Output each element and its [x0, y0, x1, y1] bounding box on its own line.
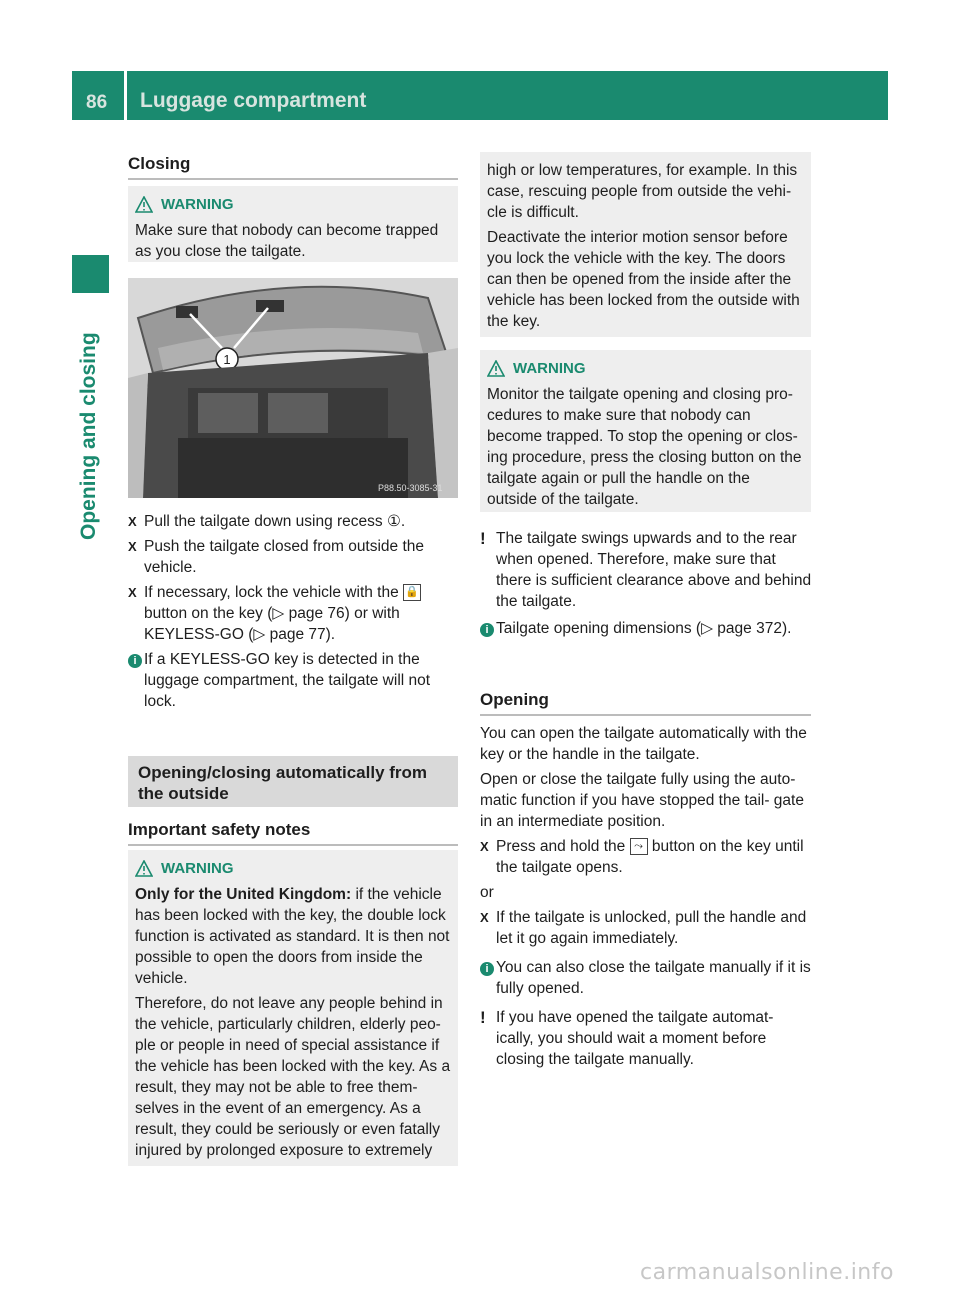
note-text: If you have opened the tailgate automat- ically, you should wait a moment before closing the tailgate manually. [496, 1009, 774, 1068]
step-marker-icon: X [128, 539, 137, 554]
warning-triangle-icon [487, 360, 505, 377]
info-icon: i [480, 623, 494, 637]
note-text: The tailgate swings upwards and to the rear when opened. Therefore, make sure that there is sufficient clearance above and behind the tailgate. [496, 530, 812, 610]
warning-text: Make sure that nobody can become trapped as you close the tailgate. [135, 222, 439, 260]
step-text: Pull the tailgate down using recess ①. [144, 513, 406, 530]
closing-steps [128, 511, 460, 716]
safety-notes-heading: Important safety notes [128, 819, 458, 846]
step-text [144, 582, 460, 645]
warning-text-1 [135, 884, 451, 989]
note-clearance [480, 528, 814, 612]
step-text: If the tailgate is unlocked, pull the handle and let it go again immediately. [496, 909, 807, 947]
tailgate-photo [128, 278, 458, 498]
exclamation-icon: ! [480, 529, 486, 548]
right-notes-top [480, 528, 814, 643]
cont-text-1: high or low temperatures, for example. In this case, rescuing people from outside the vehi- cle is difficult. [487, 162, 798, 221]
opening-content [480, 723, 814, 1074]
step-text-b: button on the key (▷ page 76) or with KEYLESS-GO (▷ page 77). [144, 605, 400, 643]
warning-triangle-icon [135, 196, 153, 213]
opening-heading: Opening [480, 689, 811, 716]
running-title: Luggage compartment [140, 89, 367, 112]
warning-title [135, 194, 451, 215]
step-push-closed [128, 536, 460, 578]
info-icon: i [128, 654, 142, 668]
step-text [496, 836, 814, 878]
step-marker-icon: X [480, 910, 489, 925]
exclamation-icon: ! [480, 1008, 486, 1027]
warning-box-trapped [128, 186, 458, 262]
warning-label: WARNING [161, 860, 234, 877]
step-text-a: If necessary, lock the vehicle with the [144, 584, 399, 601]
info-text: You can also close the tailgate manually if it is fully opened. [496, 959, 811, 997]
warning-box-continued [480, 152, 811, 337]
step-marker-icon: X [128, 585, 137, 600]
warning-label: WARNING [513, 360, 586, 377]
chapter-tab: Opening and closing [77, 332, 100, 540]
photo-callout: 1 [223, 352, 231, 367]
warning-title [135, 858, 451, 879]
warning-text-2: Therefore, do not leave any people behind in the vehicle, particularly children, elderly peo- ple or people in need of special assistance if the vehicle has been locked with the key. As a result, they may not be able to free them- selves in the event of an emergency. As a result, they could be seriously or even fatally injured by prolonged exposure to extremely [135, 995, 451, 1159]
step-marker-icon: X [480, 839, 489, 854]
warning-text: Monitor the tailgate opening and closing pro- cedures to make sure that nobody can become trapped. To stop the opening or clos- ing procedure, press the closing button on the tailgate again or pull the handle on the outside of the tailgate. [487, 386, 802, 508]
step-lock-vehicle [128, 582, 460, 645]
step-text: Push the tailgate closed from outside the vehicle. [144, 538, 425, 576]
page-number: 86 [86, 92, 108, 113]
info-close-manually [480, 957, 814, 999]
step-pull-handle [480, 907, 814, 949]
warning-box-double-lock [128, 850, 458, 1166]
warning-text-1-body: if the vehicle has been locked with the key, the double lock function is activated as standard. It is then not possible to open the doors from inside the vehicle. [135, 886, 450, 987]
info-text: If a KEYLESS-GO key is detected in the luggage compartment, the tailgate will not lock. [144, 651, 431, 710]
section-title-automatic: Opening/closing automatically from the outside [128, 756, 458, 807]
warning-label: WARNING [161, 196, 234, 213]
opening-text-2: Open or close the tailgate fully using the auto- matic function if you have stopped the tail- gate in an intermediate position. [480, 771, 804, 830]
closing-heading: Closing [128, 153, 458, 180]
warning-triangle-icon [135, 860, 153, 877]
step-press-hold [480, 836, 814, 878]
warning-box-monitor [480, 350, 811, 512]
step-marker-icon: X [128, 514, 137, 529]
info-keyless-go [128, 649, 460, 712]
photo-code: P88.50-3085-31 [378, 483, 443, 493]
info-text: Tailgate opening dimensions (▷ page 372). [496, 620, 792, 637]
tailgate-key-icon: ⤳ [630, 838, 648, 855]
header-divider [124, 71, 127, 120]
step-pull-down [128, 511, 460, 532]
side-block [72, 255, 109, 293]
or-text: or [480, 884, 494, 901]
info-dimensions [480, 618, 814, 639]
warning-bold-lead: Only for the United Kingdom: [135, 886, 352, 903]
warning-title [487, 358, 804, 379]
lock-key-icon: 🔒 [403, 584, 421, 601]
cont-text-2: Deactivate the interior motion sensor before you lock the vehicle with the key. The doors can then be opened from the inside after the vehicle has been locked from the outside with the key. [487, 229, 800, 330]
step-text-a: Press and hold the [496, 838, 626, 855]
note-wait [480, 1007, 814, 1070]
step-text-b: button on the key until the tailgate opens. [496, 838, 804, 876]
info-icon: i [480, 962, 494, 976]
watermark: carmanualsonline.info [640, 1260, 894, 1285]
opening-text-1: You can open the tailgate automatically with the key or the handle in the tailgate. [480, 725, 807, 763]
